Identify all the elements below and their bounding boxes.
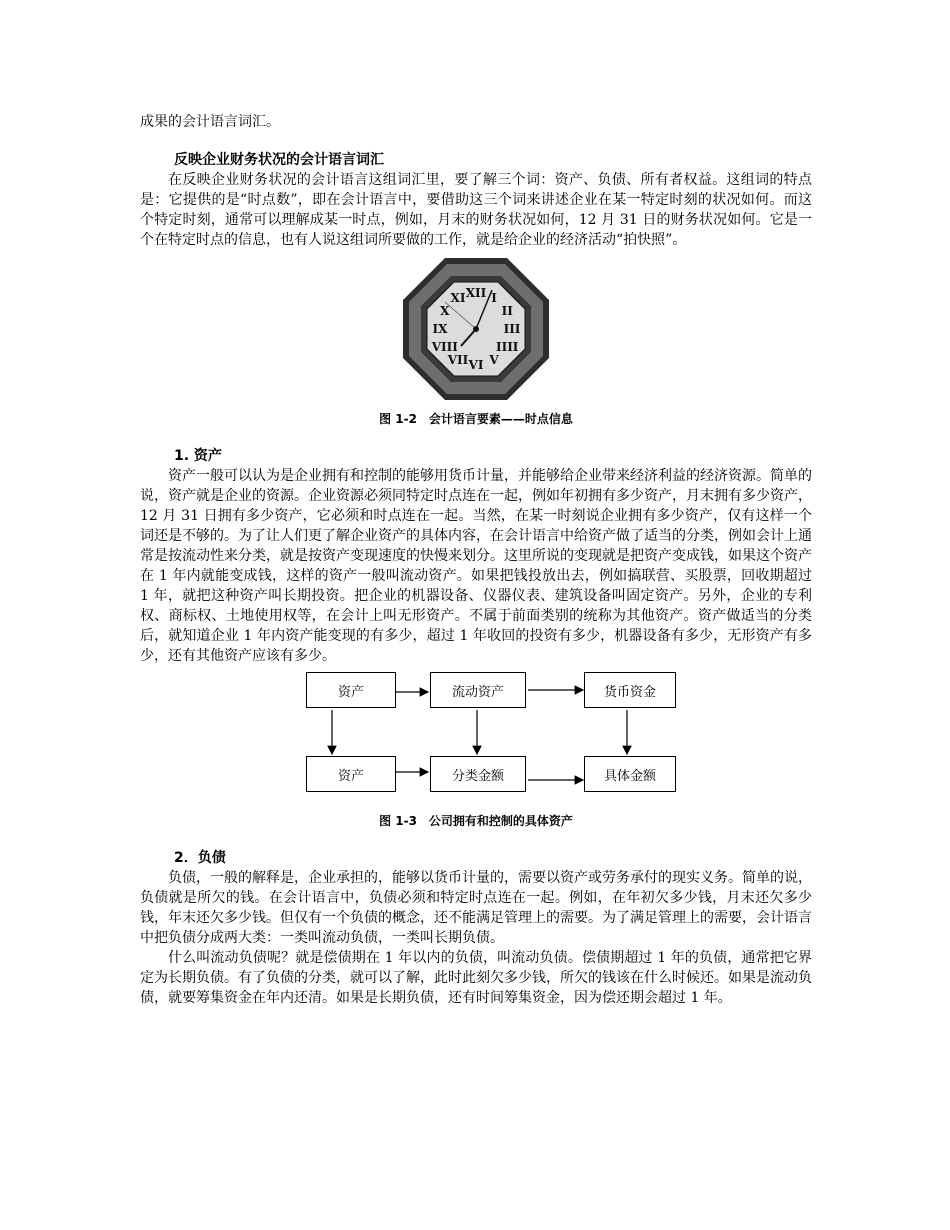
clock-numeral: VIII	[431, 340, 458, 354]
paragraph-assets: 资产一般可以认为是企业拥有和控制的能够用货币计量，并能够给企业带来经济利益的经济资源。简单的说，资产就是企业的资源。企业资源必须同特定时点连在一起，例如年初拥有多少资产，月末拥有多少资产，12 月 31 日拥有多少资产，它必须和时点连在一起。当然，在某一时刻说企业拥有多少资产，仅有这样一个词还是不够的。为了让人们更了解企业资产的具体内容，在会计语言中给资产做了适当的分类，例如会计上通常是按流动性来分类，就是按资产变现速度的快慢来划分。这里所说的变现就是把资产变成钱，如果这个资产在 1 年内就能变成钱，这样的资产一般叫流动资产。如果把钱投放出去，例如搞联营、买股票，回收期超过 1 年，就把这种资产叫长期投资。把企业的机器设备、仪器仪表、建筑设备叫固定资产。另外，企业的专利权、商标权、土地使用权等，在会计上叫无形资产。不属于前面类别的统称为其他资产。资产做适当的分类后，就知道企业 1 年内资产能变现的有多少，超过 1 年收回的投资有多少，机器设备有多少，无形资产有多少，还有其他资产应该有多少。	[140, 468, 812, 664]
clock-numeral: II	[501, 304, 513, 318]
figure-flow-caption: 图 1-3 公司拥有和控制的具体资产	[379, 814, 573, 828]
clock-numeral: XII	[465, 286, 487, 300]
figure-flow	[140, 670, 812, 798]
intro-line: 成果的会计语言词汇。	[140, 114, 280, 130]
clock-numeral: IX	[432, 322, 448, 336]
flow-box-top-left: 资产	[306, 672, 396, 708]
section-heading-liabilities: 2．负债	[174, 850, 226, 866]
flow-box-bottom-right: 具体金额	[584, 756, 676, 792]
clock-numeral: XI	[450, 290, 466, 305]
clock-numeral: IIII	[495, 340, 519, 354]
paragraph-balance: 在反映企业财务状况的会计语言这组词汇里，要了解三个词：资产、负债、所有者权益。这组词的特点是：它提供的是“时点数”，即在会计语言中，要借助这三个词来讲述企业在某一特定时刻的状况如何。而这个特定时刻，通常可以理解成某一时点，例如，月末的财务状况如何，12 月 31 日的财务状况如何。它是一个在特定时点的信息，也有人说这组词所要做的工作，就是给企业的经济活动“拍快照”。	[140, 172, 812, 248]
clock-numeral: VI	[468, 358, 484, 372]
document-page	[140, 112, 812, 1008]
flow-box-top-mid: 流动资产	[430, 672, 526, 708]
figure-clock	[140, 256, 812, 402]
section-heading-assets: 1. 资产	[174, 448, 222, 464]
flow-box-top-right: 货币资金	[584, 672, 676, 708]
clock-numeral: I	[491, 290, 497, 305]
clock-numeral: III	[503, 322, 521, 336]
flow-box-bottom-mid: 分类金额	[430, 756, 526, 792]
paragraph-liabilities-2: 什么叫流动负债呢？就是偿债期在 1 年以内的负债，叫流动负债。偿债期超过 1 年的负债，通常把它界定为长期负债。有了负债的分类，就可以了解，此时此刻欠多少钱，所欠的钱该在什么时候还。如果是流动负债，就要筹集资金在年内还清。如果是长期负债，还有时间筹集资金，因为偿还期会超过 1 年。	[140, 950, 812, 1006]
clock-numeral: X	[440, 304, 450, 318]
paragraph-liabilities-1: 负债，一般的解释是，企业承担的，能够以货币计量的，需要以资产或劳务承付的现实义务。简单的说，负债就是所欠的钱。在会计语言中，负债必须和特定时点连在一起。例如，在年初欠多少钱，月末还欠多少钱，年末还欠多少钱。但仅有一个负债的概念，还不能满足管理上的需要。为了满足管理上的需要，会计语言中把负债分成两大类：一类叫流动负债，一类叫长期负债。	[140, 870, 812, 946]
clock-numeral: VII	[447, 353, 469, 368]
section-heading-balance: 反映企业财务状况的会计语言词汇	[174, 152, 384, 168]
flow-box-bottom-left: 资产	[306, 756, 396, 792]
clock-numeral: V	[489, 353, 499, 368]
figure-clock-caption: 图 1-2 会计语言要素——时点信息	[379, 412, 573, 426]
clock-illustration	[401, 256, 551, 402]
